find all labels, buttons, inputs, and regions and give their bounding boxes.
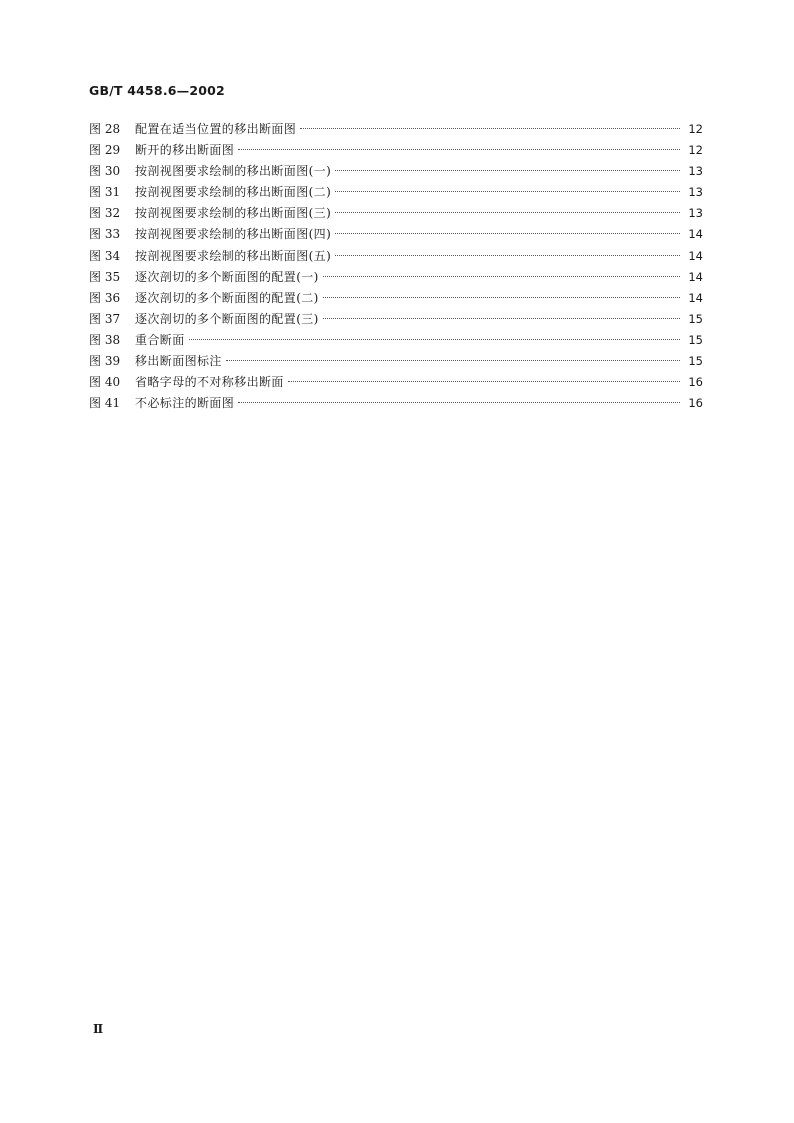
figure-title: 按剖视图要求绘制的移出断面图(二) xyxy=(135,185,332,200)
figure-number: 图 40 xyxy=(89,375,121,390)
figure-number: 图 41 xyxy=(89,396,121,411)
page-number: 13 xyxy=(688,164,703,179)
toc-entry[interactable] xyxy=(89,161,703,182)
dot-leader xyxy=(189,339,681,340)
toc-entry[interactable] xyxy=(89,351,703,372)
page-number: 15 xyxy=(688,332,703,347)
figure-title: 移出断面图标注 xyxy=(135,354,222,369)
page-number: 16 xyxy=(688,375,703,390)
figure-title: 断开的移出断面图 xyxy=(135,143,235,158)
figure-number: 图 35 xyxy=(89,269,121,284)
page-number: 14 xyxy=(688,227,703,242)
figure-number: 图 39 xyxy=(89,354,121,369)
figure-number: 图 32 xyxy=(89,206,121,221)
dot-leader xyxy=(226,360,681,361)
figure-title: 逐次剖切的多个断面图的配置(三) xyxy=(135,311,319,326)
dot-leader xyxy=(323,318,681,319)
page-folio: Ⅱ xyxy=(93,1022,104,1036)
figure-title: 按剖视图要求绘制的移出断面图(五) xyxy=(135,248,332,263)
toc-entry[interactable] xyxy=(89,203,703,224)
figure-title: 逐次剖切的多个断面图的配置(二) xyxy=(135,290,319,305)
page-number: 14 xyxy=(688,269,703,284)
dot-leader xyxy=(335,255,680,256)
page-number: 15 xyxy=(688,311,703,326)
figure-number: 图 36 xyxy=(89,290,121,305)
page-number: 14 xyxy=(688,248,703,263)
figure-number: 图 29 xyxy=(89,143,121,158)
page-number: 14 xyxy=(688,290,703,305)
page-number: 15 xyxy=(688,354,703,369)
dot-leader xyxy=(238,149,680,150)
standard-code: GB/T 4458.6—2002 xyxy=(89,83,225,98)
toc-entry[interactable] xyxy=(89,182,703,203)
figure-title: 配置在适当位置的移出断面图 xyxy=(135,122,297,136)
page-number: 16 xyxy=(688,396,703,411)
figure-number: 图 34 xyxy=(89,248,121,263)
toc-entry[interactable] xyxy=(89,267,703,288)
dot-leader xyxy=(238,402,680,403)
figure-number: 图 33 xyxy=(89,227,121,242)
figure-list xyxy=(89,119,703,414)
toc-entry[interactable] xyxy=(89,119,703,140)
dot-leader xyxy=(335,212,680,213)
toc-entry[interactable] xyxy=(89,309,703,330)
toc-entry[interactable] xyxy=(89,393,703,414)
toc-entry[interactable] xyxy=(89,224,703,245)
figure-number: 图 31 xyxy=(89,185,121,200)
figure-title: 逐次剖切的多个断面图的配置(一) xyxy=(135,269,319,284)
figure-number: 图 38 xyxy=(89,332,121,347)
figure-title: 重合断面 xyxy=(135,332,185,347)
figure-title: 按剖视图要求绘制的移出断面图(一) xyxy=(135,164,332,179)
dot-leader xyxy=(335,233,680,234)
dot-leader xyxy=(288,381,681,382)
dot-leader xyxy=(300,128,680,129)
toc-entry[interactable] xyxy=(89,246,703,267)
dot-leader xyxy=(323,297,681,298)
figure-number: 图 30 xyxy=(89,164,121,179)
toc-entry[interactable] xyxy=(89,288,703,309)
dot-leader xyxy=(323,276,681,277)
figure-title: 不必标注的断面图 xyxy=(135,396,235,411)
dot-leader xyxy=(335,191,680,192)
toc-entry[interactable] xyxy=(89,330,703,351)
dot-leader xyxy=(335,170,680,171)
toc-entry[interactable] xyxy=(89,140,703,161)
page-number: 13 xyxy=(688,185,703,200)
figure-title: 按剖视图要求绘制的移出断面图(三) xyxy=(135,206,332,221)
figure-number: 图 28 xyxy=(89,122,121,136)
page-number: 13 xyxy=(688,206,703,221)
figure-title: 按剖视图要求绘制的移出断面图(四) xyxy=(135,227,332,242)
toc-entry[interactable] xyxy=(89,372,703,393)
figure-number: 图 37 xyxy=(89,311,121,326)
figure-title: 省略字母的不对称移出断面 xyxy=(135,375,284,390)
page-number: 12 xyxy=(688,122,703,136)
page-number: 12 xyxy=(688,143,703,158)
